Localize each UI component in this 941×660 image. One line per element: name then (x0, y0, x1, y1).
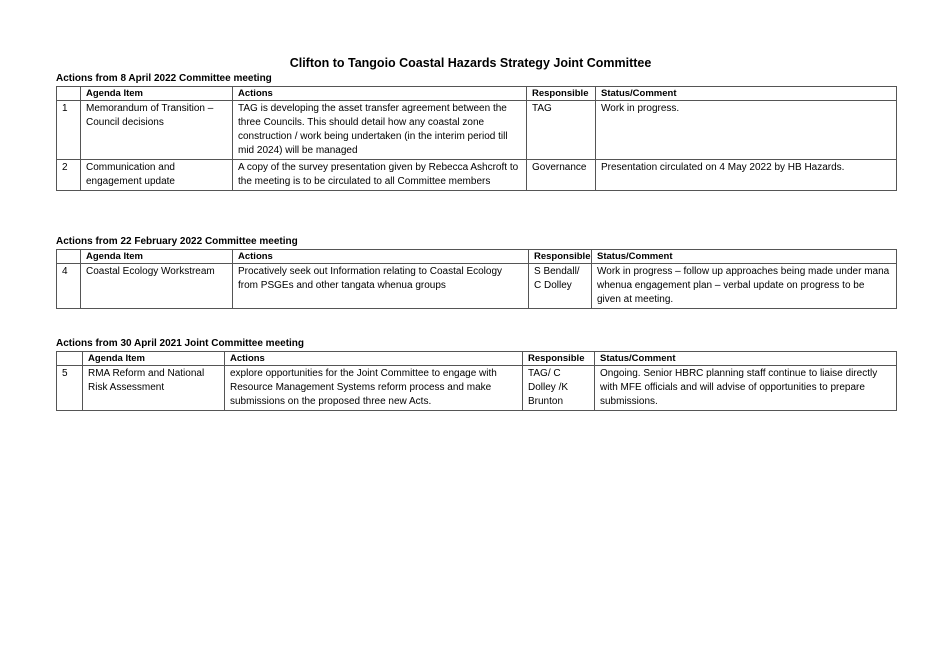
document-title: Clifton to Tangoio Coastal Hazards Strategy Joint Committee (289, 56, 652, 70)
row-number: 1 (57, 101, 81, 160)
header-actions: Actions (233, 87, 527, 101)
header-agenda-item: Agenda Item (81, 250, 233, 264)
header-number (57, 352, 83, 366)
header-responsible: Responsible (529, 250, 592, 264)
header-responsible: Responsible (527, 87, 596, 101)
table-row (57, 101, 897, 160)
section-heading: Actions from 8 April 2022 Committee meeting (56, 73, 272, 84)
row-number: 2 (57, 160, 81, 191)
section-heading: Actions from 22 February 2022 Committee meeting (56, 236, 298, 247)
row-number: 5 (57, 366, 83, 411)
row-agenda-item: Coastal Ecology Workstream (81, 264, 233, 309)
row-actions: TAG is developing the asset transfer agreement between the three Councils. This should detail how any coastal zone construction / work being undertaken (in the interim period till mid 2024) will be managed (233, 101, 527, 160)
actions-table (56, 86, 897, 191)
row-responsible: S Bendall/ C Dolley (529, 264, 592, 309)
actions-table (56, 351, 897, 411)
actions-table (56, 249, 897, 309)
row-actions: explore opportunities for the Joint Committee to engage with Resource Management Systems reform process and make submissions on the proposed three new Acts. (225, 366, 523, 411)
header-actions: Actions (225, 352, 523, 366)
row-agenda-item: Memorandum of Transition – Council decisions (81, 101, 233, 160)
header-number (57, 87, 81, 101)
row-number: 4 (57, 264, 81, 309)
row-status: Work in progress – follow up approaches being made under mana whenua engagement plan – verbal update on progress to be given at meeting. (592, 264, 897, 309)
row-responsible: TAG/ C Dolley /K Brunton (523, 366, 595, 411)
row-responsible: TAG (527, 101, 596, 160)
header-agenda-item: Agenda Item (81, 87, 233, 101)
header-responsible: Responsible (523, 352, 595, 366)
table-row (57, 264, 897, 309)
row-agenda-item: RMA Reform and National Risk Assessment (83, 366, 225, 411)
row-actions: Procatively seek out Information relating to Coastal Ecology from PSGEs and other tangata whenua groups (233, 264, 529, 309)
row-status: Presentation circulated on 4 May 2022 by HB Hazards. (596, 160, 897, 191)
row-actions: A copy of the survey presentation given by Rebecca Ashcroft to the meeting is to be circulated to all Committee members (233, 160, 527, 191)
row-agenda-item: Communication and engagement update (81, 160, 233, 191)
section-heading: Actions from 30 April 2021 Joint Committee meeting (56, 338, 305, 349)
header-number (57, 250, 81, 264)
row-status: Work in progress. (596, 101, 897, 160)
row-status: Ongoing. Senior HBRC planning staff continue to liaise directly with MFE officials and will advise of opportunities to prepare submissions. (595, 366, 897, 411)
header-status: Status/Comment (596, 87, 897, 101)
row-responsible: Governance (527, 160, 596, 191)
table-header-row (57, 352, 897, 366)
header-status: Status/Comment (592, 250, 897, 264)
table-header-row (57, 87, 897, 101)
header-agenda-item: Agenda Item (83, 352, 225, 366)
table-row (57, 160, 897, 191)
header-status: Status/Comment (595, 352, 897, 366)
table-row (57, 366, 897, 411)
table-header-row (57, 250, 897, 264)
header-actions: Actions (233, 250, 529, 264)
